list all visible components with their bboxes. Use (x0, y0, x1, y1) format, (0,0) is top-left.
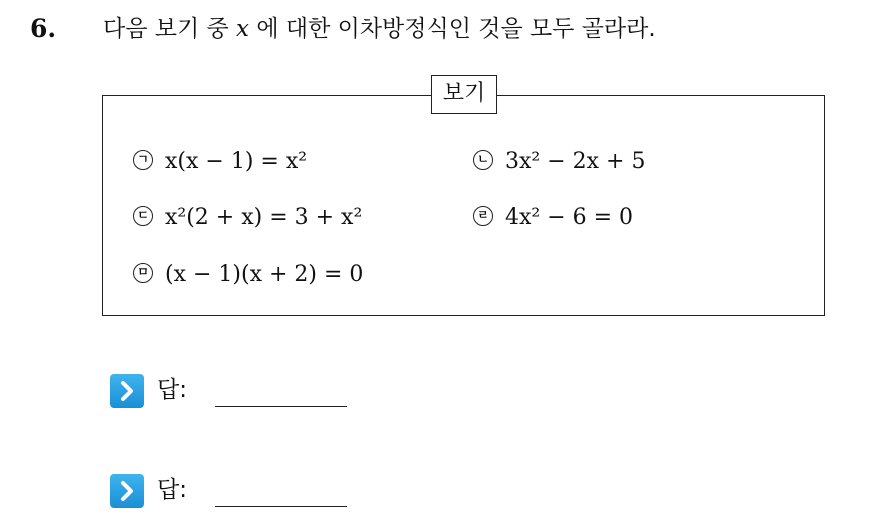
question-text-start: 다음 보기 중 (103, 16, 237, 42)
answer-label: 답: (157, 377, 187, 403)
choice-marker-digeut: ㄷ (133, 206, 153, 226)
chevron-right-icon (110, 474, 144, 508)
question-variable: x (236, 16, 250, 42)
choice-mieum (133, 260, 363, 290)
chevron-right-icon (110, 374, 144, 408)
choice-rieul (473, 203, 633, 233)
question-number: 6. (30, 14, 57, 43)
choice-expression-digeut: x²(2 + x) = 3 + x² (165, 205, 363, 230)
choice-marker-rieul: ㄹ (473, 206, 493, 226)
answer-blank[interactable] (215, 506, 347, 507)
choice-nieun (473, 147, 645, 177)
choice-expression-giyeok: x(x − 1) = x² (165, 149, 308, 174)
choice-marker-mieum: ㅁ (133, 263, 153, 283)
choice-digeut (133, 203, 362, 233)
question-text (103, 12, 656, 46)
choice-marker-giyeok: ㄱ (133, 150, 153, 170)
choice-marker-nieun: ㄴ (473, 150, 493, 170)
choice-expression-rieul: 4x² − 6 = 0 (505, 205, 634, 230)
choice-giyeok (133, 147, 307, 177)
answer-label: 답: (157, 477, 187, 503)
question-text-end: 에 대한 이차방정식인 것을 모두 골라라. (249, 16, 656, 42)
answer-blank[interactable] (215, 406, 347, 407)
choice-expression-mieum: (x − 1)(x + 2) = 0 (165, 262, 364, 287)
bogi-title: 보기 (431, 75, 497, 114)
choice-expression-nieun: 3x² − 2x + 5 (505, 149, 646, 174)
